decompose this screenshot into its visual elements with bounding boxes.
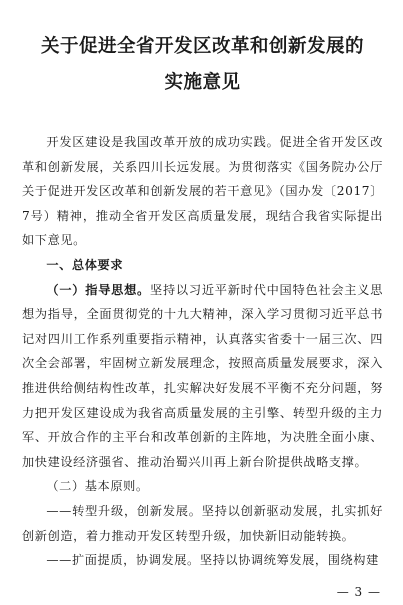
guiding-ideology-lead: （一）指导思想。 <box>46 282 151 297</box>
guiding-ideology-paragraph <box>22 278 383 475</box>
document-title-line2: 实施意见 <box>164 72 241 93</box>
intro-paragraph: 开发区建设是我国改革开放的成功实践。促进全省开发区改革和创新发展，关系四川长远发展。为贯彻落实《国务院办公厅关于促进开发区改革和创新发展的若干意见》（国办发〔2017〕7号）精神，推动全省开发区高质量发展，现结合我省实际提出如下意见。 <box>22 135 383 248</box>
principle-transformation-paragraph: ——转型升级，创新发展。坚持以创新驱动发展，扎实抓好创新创造，着力推动开发区转型升级，加快新旧动能转换。 <box>22 503 383 543</box>
principle-coordination-paragraph: ——扩面提质，协调发展。坚持以协调统筹发展，围绕构建 <box>46 553 379 568</box>
document-body <box>22 130 383 573</box>
page-number: — 3 — <box>336 585 381 599</box>
guiding-ideology-text: 坚持以习近平新时代中国特色社会主义思想为指导，全面贯彻党的十九大精神，深入学习贯彻习近平总书记对四川工作系列重要指示精神，认真落实省委十一届三次、四次全会部署，牢固树立新发展理念，按照高质量发展要求，深入推进供给侧结构性改革，扎实解决好发展不平衡不充分问题，努力把开发区建设成为我省高质量发展的主引擎、转型升级的主力军、开放合作的主平台和改革创新的主阵地，为决胜全面小康、加快建设经济强省、推动治蜀兴川再上新台阶提供战略支撑。 <box>22 282 383 469</box>
basic-principles-heading: （二）基本原则。 <box>46 479 149 494</box>
section-heading-general-requirements: 一、总体要求 <box>46 257 124 272</box>
document-title-line1: 关于促进全省开发区改革和创新发展的 <box>40 36 364 57</box>
